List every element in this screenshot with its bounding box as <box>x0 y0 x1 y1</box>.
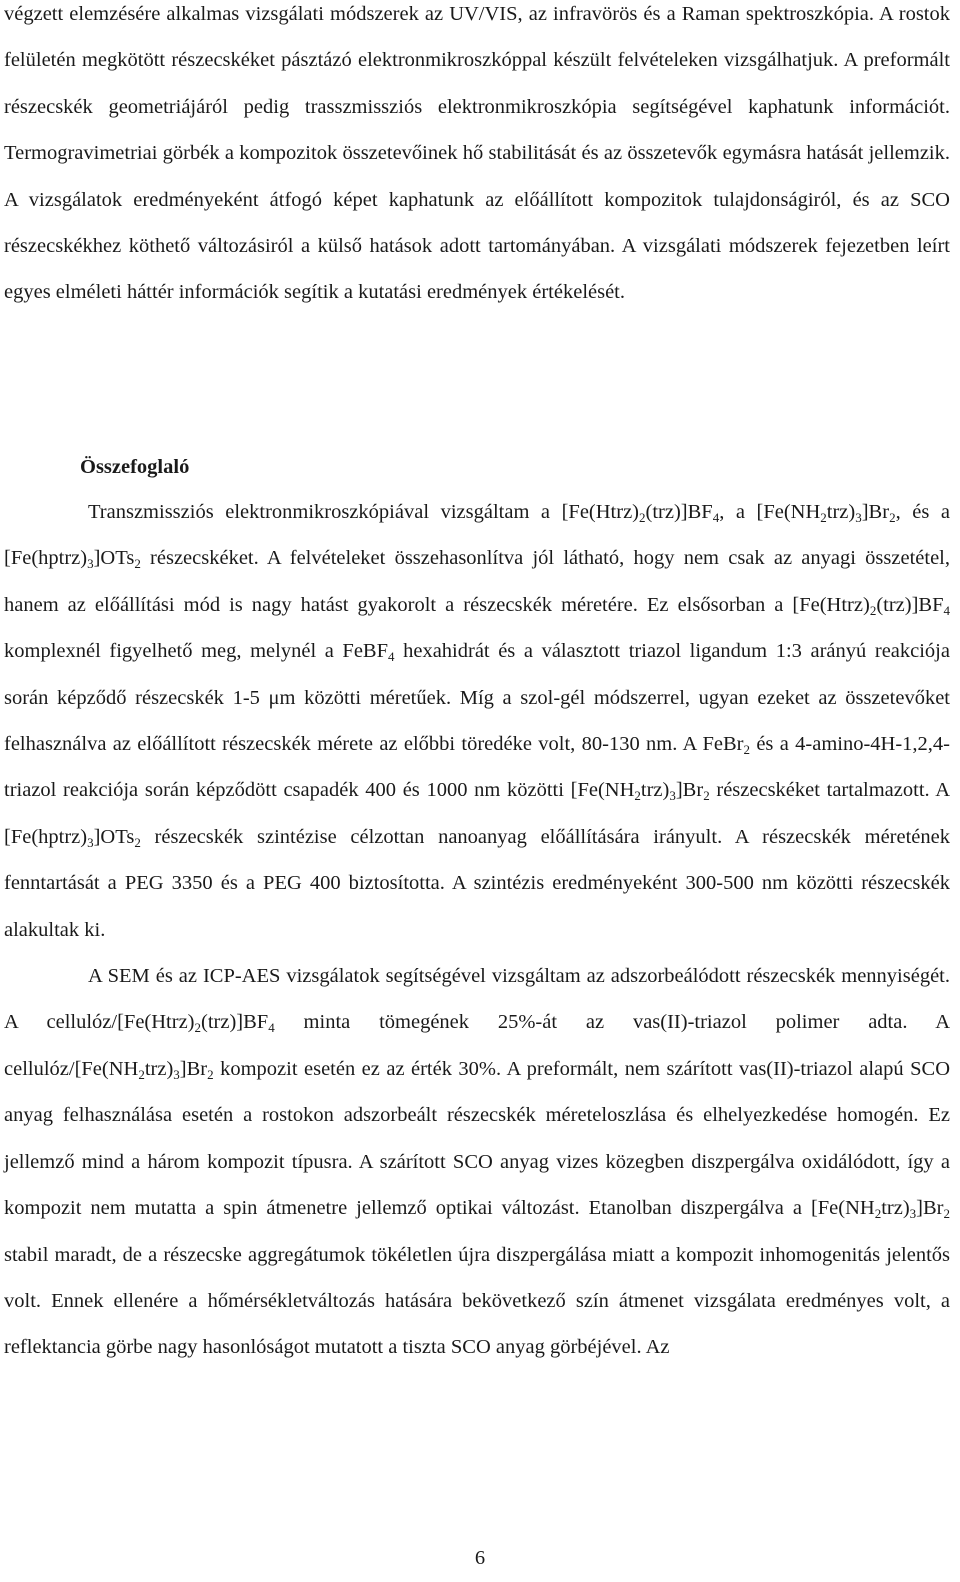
subscript: 2 <box>194 1020 202 1036</box>
subscript: 2 <box>889 510 896 525</box>
text-run: ]OTs <box>93 825 135 848</box>
text-run: ]Br <box>861 501 890 523</box>
text-run: trz) <box>640 779 670 802</box>
text-run: ]Br <box>916 1197 944 1220</box>
subscript: 4 <box>388 649 395 665</box>
subscript: 3 <box>87 556 94 572</box>
text-run: stabil maradt, de a részecske aggregátumok tökéletlen újra diszpergálása miatt a kompozit inhomogenitás jelentős volt. Ennek ellenére a hőmérsékletváltozás hatására bekövetkező szín átmenet vizsgálata eredményes volt, a reflektancia görbe nagy hasonlóságot mutatott a tiszta SCO anyag görbéjével. Az <box>4 1243 950 1359</box>
text-run: ]OTs <box>93 547 135 570</box>
text-run: ]Br <box>179 1057 208 1080</box>
text-run: Transzmissziós elektronmikroszkópiával vizsgáltam a [Fe(Htrz) <box>88 501 639 523</box>
subscript: 2 <box>207 1066 214 1082</box>
summary-paragraph-1 <box>4 489 950 953</box>
subscript: 3 <box>669 788 676 804</box>
text-run: részecskék szintézise célzottan nanoanyag előállítására irányult. A részecskék méretének fenntartását a PEG 3350 és a PEG 400 biztosította. A szintézis eredményeként 300-500 nm közötti részecskék alakultak ki. <box>4 825 950 941</box>
intro-section <box>4 0 950 316</box>
text-run: komplexnél figyelhető meg, melynél a FeBF <box>4 640 388 663</box>
subscript: 2 <box>134 834 141 850</box>
text-run: hexahidrát és a választott triazol ligandum 1:3 arányú reakciója során képződő részecskék 1-5 μm közötti méretűek. Míg a szol-gél módszerrel, ugyan ezeket az összetevőket felhasználva az előállított részecskék mérete az előbbi töredéke volt, 80-130 nm. A FeBr <box>4 640 950 756</box>
summary-section <box>4 489 950 1371</box>
subscript: 2 <box>743 742 751 758</box>
text-run: , a [Fe(NH <box>719 501 821 523</box>
page-number: 6 <box>474 1547 486 1569</box>
subscript: 2 <box>134 556 141 572</box>
text-run: (trz)]BF <box>201 1011 269 1034</box>
subscript: 3 <box>909 1206 917 1222</box>
summary-paragraph-2 <box>4 953 950 1371</box>
subscript: 2 <box>820 510 827 525</box>
subscript: 2 <box>138 1066 145 1082</box>
subscript: 2 <box>634 788 641 804</box>
text-run: részecskéket. A felvételeket összehasonlítva jól látható, hogy nem csak az anyagi összetétel, hanem az előállítási mód is nagy hatást gyakorolt a részecskék méretére. Ez elsősorban a [Fe(Htrz) <box>4 547 950 616</box>
subscript: 3 <box>87 834 94 850</box>
subscript: 2 <box>943 1206 950 1222</box>
text-run: kompozit esetén ez az érték 30%. A preformált, nem szárított vas(II)-triazol alapú SCO anyag felhasználása esetén a rostokon adszorbeált részecskék méreteloszlása és elhelyezkedése homogén. Ez jellemző mind a három kompozit típusra. A szárított SCO anyag vizes közegben diszpergálva oxidálódott, így a kompozit nem mutatta a spin átmenetre jellemző optikai változást. Etanolban diszpergálva a [Fe(NH <box>4 1057 950 1220</box>
intro-paragraph: végzett elemzésére alkalmas vizsgálati módszerek az UV/VIS, az infravörös és a Raman spektroszkópia. A rostok felületén megkötött részecskéket pásztázó elektronmikroszkóppal készült felvételeken vizsgálhatjuk. A preformált részecskék geometriájáról pedig trasszmissziós elektronmikroszkópia segítségével kaphatunk információt. Termogravimetriai görbék a kompozitok összetevőinek hő stabilitását és az összetevők egymásra hatását jellemzik. A vizsgálatok eredményeként átfogó képet kaphatunk az előállított kompozitok tulajdonságiról, és az SCO részecskékhez köthető változásiról a külső hatások adott tartományában. A vizsgálati módszerek fejezetben leírt egyes elméleti háttér információk segítik a kutatási eredmények értékelését. <box>4 3 950 304</box>
text-run: trz) <box>826 501 856 523</box>
subscript: 4 <box>712 510 720 525</box>
text-run: , és a [Fe(hptrz) <box>4 501 950 570</box>
section-heading: Összefoglaló <box>80 456 190 478</box>
subscript: 3 <box>855 510 862 525</box>
text-run: (trz)]BF <box>645 501 713 523</box>
text-run: trz) <box>881 1197 910 1220</box>
text-run: és a 4-amino-4H-1,2,4-triazol reakciója során képződött csapadék 400 és 1000 nm közötti [Fe(NH <box>4 733 950 802</box>
subscript: 2 <box>869 602 877 618</box>
subscript: 4 <box>943 602 950 618</box>
subscript: 2 <box>639 510 646 525</box>
subscript: 4 <box>268 1020 275 1036</box>
text-run: részecskéket tartalmazott. A [Fe(hptrz) <box>4 779 951 848</box>
subscript: 2 <box>703 788 710 804</box>
text-run: ]Br <box>675 779 704 802</box>
text-run: A SEM és az ICP-AES vizsgálatok segítségével vizsgáltam az adszorbeálódott részecskék mennyiségét. A cellulóz/[Fe(Htrz) <box>4 965 950 1034</box>
text-run: trz) <box>144 1057 174 1080</box>
subscript: 3 <box>173 1066 180 1082</box>
text-run: minta tömegének 25%-át az vas(II)-triazol polimer adta. A cellulóz/[Fe(NH <box>4 1011 950 1080</box>
text-run: (trz)]BF <box>876 593 944 616</box>
subscript: 2 <box>874 1206 882 1222</box>
